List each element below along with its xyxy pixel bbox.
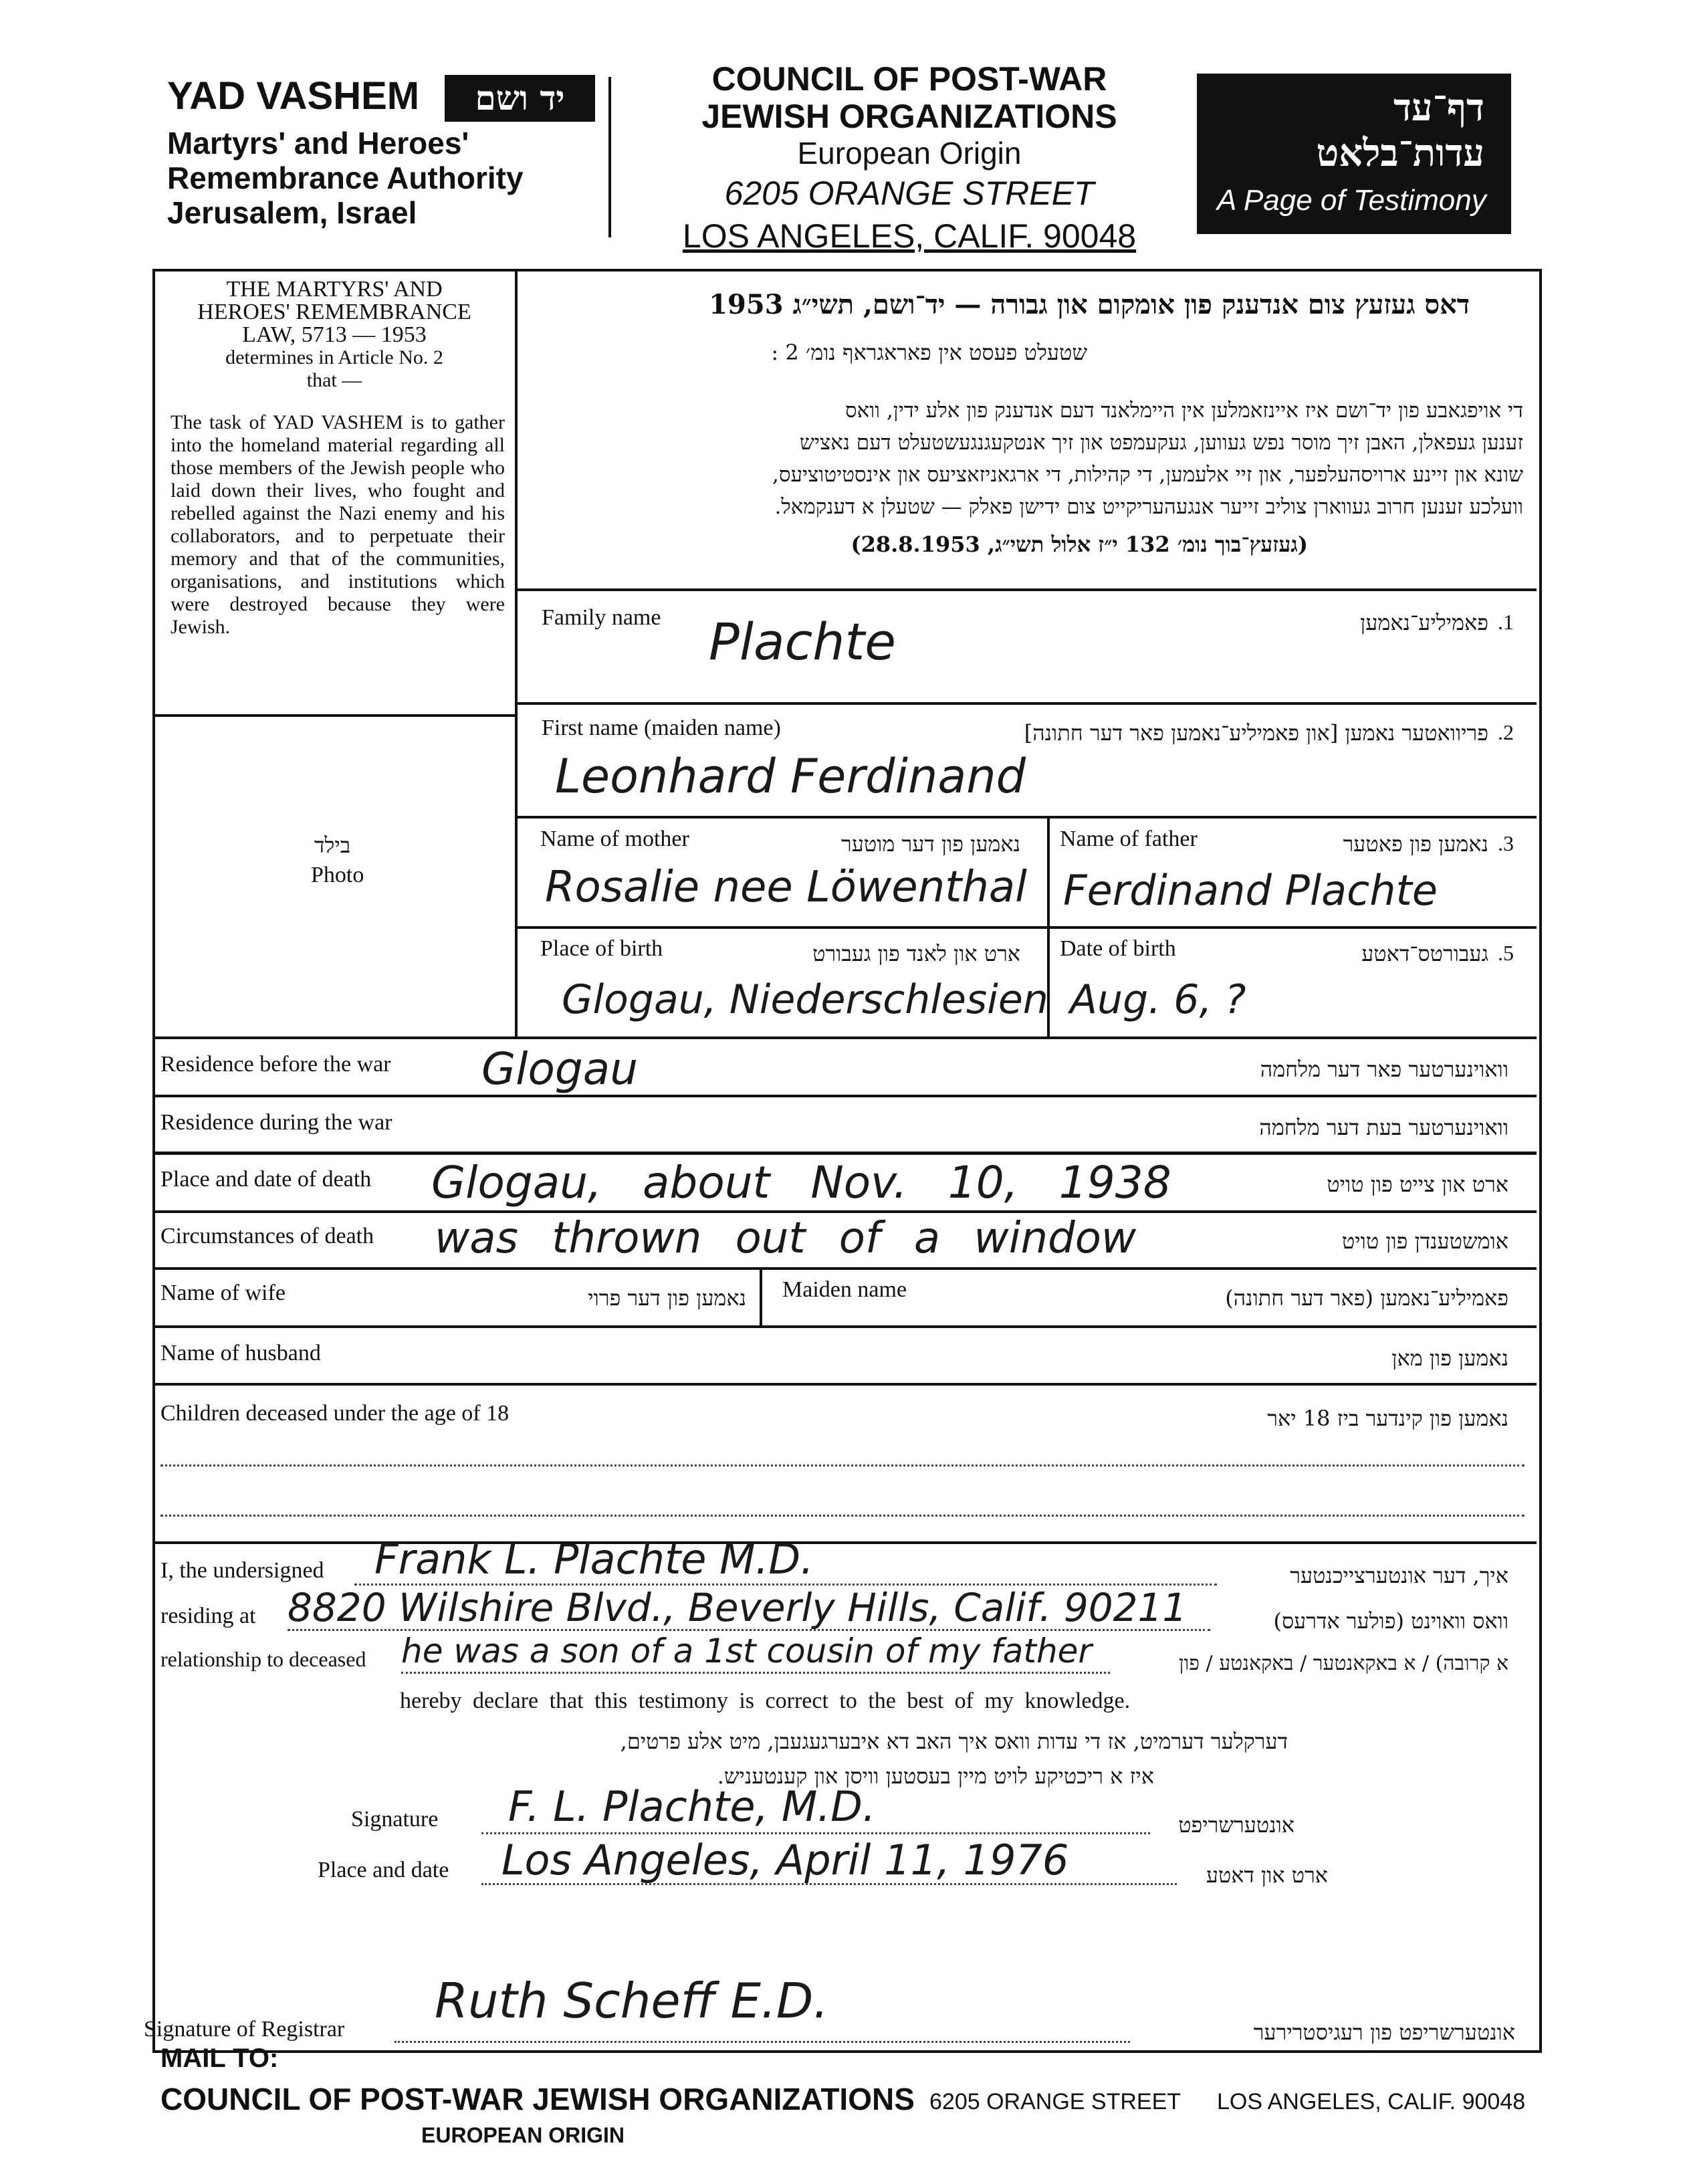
- family-name-value[interactable]: Plachte: [709, 612, 897, 671]
- yad-vashem-title: YAD VASHEM: [167, 74, 420, 118]
- undersigned-value[interactable]: Frank L. Plachte M.D.: [374, 1535, 814, 1584]
- first-name-num: .2: [1498, 720, 1514, 744]
- children-heb: נאמען פון קינדער ביז 18 יאר: [1267, 1406, 1508, 1431]
- dotted-line: [481, 1832, 1150, 1834]
- registrar-value[interactable]: Ruth Scheff E.D.: [435, 1973, 829, 2029]
- first-name-label: First name (maiden name): [542, 716, 781, 740]
- row-line: [152, 1383, 1537, 1386]
- hebrew-law-subtitle: שטעלט פעסט אין פאראגראף נומ׳ 2 :: [771, 340, 1087, 365]
- signature-heb: אונטערשריפט: [1178, 1812, 1294, 1838]
- yad-vashem-address: [167, 126, 524, 230]
- family-name-heb: פאמיליע־נאמען: [1360, 610, 1488, 635]
- law-title-1: THE MARTYRS' AND: [226, 277, 443, 302]
- mail-to-label: MAIL TO:: [160, 2044, 279, 2073]
- declaration-statement: hereby declare that this testimony is correct to the best of my knowledge.: [400, 1688, 1131, 1713]
- residence-before-value[interactable]: Glogau: [481, 1043, 639, 1095]
- law-box-title: [160, 278, 508, 392]
- father-num: .3: [1498, 831, 1514, 855]
- residing-heb: וואס וואוינט (פולער אדרעס): [1273, 1608, 1508, 1634]
- law-title-5: that —: [306, 369, 362, 391]
- row-line: [515, 816, 1537, 818]
- place-date-heb: ארט און דאטע: [1206, 1862, 1328, 1888]
- residing-label: residing at: [160, 1604, 256, 1628]
- law-title-2: HEROES' REMEMBRANCE: [197, 300, 471, 324]
- testimony-eng: A Page of Testimony: [1217, 184, 1486, 217]
- birth-date-label: Date of birth: [1060, 936, 1176, 961]
- address-line-3: Jerusalem, Israel: [167, 195, 417, 230]
- address-line-2: Remembrance Authority: [167, 160, 524, 195]
- maiden-heb: פאמיליע־נאמען (פאר דער חתונה): [1225, 1285, 1508, 1311]
- death-place-label: Place and date of death: [160, 1167, 372, 1192]
- family-name-label: Family name: [542, 605, 661, 630]
- place-date-value[interactable]: Los Angeles, April 11, 1976: [501, 1836, 1069, 1884]
- residing-value[interactable]: 8820 Wilshire Blvd., Beverly Hills, Calif. 90211: [288, 1585, 1188, 1630]
- hebrew-law-body-1: די אויפגאבע פון יד־ושם איז איינזאמלען אין היימלאנד דעם אנדענק פון אלע ידין, וואס: [845, 399, 1523, 423]
- law-box-bottom: [152, 714, 518, 717]
- death-place-heb: ארט און צייט פון טויט: [1327, 1172, 1508, 1197]
- father-heb: נאמען פון פאטער: [1343, 831, 1488, 857]
- father-label: Name of father: [1060, 827, 1198, 851]
- hebrew-law-body-3: שונא און זיינע ארויסהעלפער, און זיי אלעמען, די קהילות, די ארגאניזאציעס און אינסטיטוציעס,: [772, 463, 1523, 487]
- relationship-label: relationship to deceased: [160, 1647, 366, 1671]
- dotted-line: [395, 2041, 1130, 2043]
- undersigned-heb: איך, דער אונטערצייכנטער: [1290, 1563, 1508, 1588]
- testimony-heb-2: עדות־בלאט: [1316, 131, 1484, 175]
- law-box-body: The task of YAD VASHEM is to gather into the homeland material regarding all those members of the Jewish people who laid down their lives, who fought and rebelled against the Nazi enemy and his collaborators, and to perpetuate their memory and that of the communities, organisations, and institutions which were destroyed because they were Jewish.: [171, 411, 505, 638]
- hebrew-law-citation: (געזעץ־בוך נומ׳ 132 י״ז אלול תשי״ג, 28.8.1953): [851, 532, 1308, 557]
- place-date-label: Place and date: [318, 1858, 449, 1882]
- photo-label-heb: בילד: [314, 833, 351, 858]
- birth-place-label: Place of birth: [540, 936, 663, 961]
- footer-street: 6205 ORANGE STREET: [929, 2089, 1181, 2114]
- council-line-5: LOS ANGELES, CALIF. 90048: [682, 217, 1137, 255]
- council-header: [642, 60, 1177, 257]
- hebrew-law-body-2: זענען געפאלן, האבן זיך מוסר נפש געווען, געקעמפט און זיך אנטקעגנגעשטעלט דעם נאציש: [799, 431, 1523, 455]
- dotted-line: [401, 1672, 1110, 1674]
- row-line: [152, 1325, 1537, 1328]
- page-of-testimony-box: [1197, 74, 1511, 234]
- residence-during-heb: וואוינערטער בעת דער מלחמה: [1259, 1115, 1508, 1140]
- children-label: Children deceased under the age of 18: [160, 1401, 510, 1426]
- council-line-1: COUNCIL OF POST-WAR: [711, 60, 1107, 98]
- death-circ-label: Circumstances of death: [160, 1224, 374, 1248]
- birth-date-heb: געבורטס־דאטע: [1361, 941, 1488, 966]
- row-line: [152, 1036, 1537, 1039]
- council-line-4: 6205 ORANGE STREET: [724, 175, 1095, 212]
- mother-value[interactable]: Rosalie nee Löwenthal: [545, 863, 1027, 912]
- address-line-1: Martyrs' and Heroes': [167, 126, 469, 160]
- footer-sub: EUROPEAN ORIGIN: [421, 2123, 625, 2147]
- council-line-2: JEWISH ORGANIZATIONS: [701, 98, 1117, 135]
- registrar-heb: אונטערשריפט פון רעגיסטרירער: [1253, 2019, 1515, 2045]
- mother-label: Name of mother: [540, 827, 689, 851]
- residence-before-label: Residence before the war: [160, 1052, 391, 1077]
- signature-value[interactable]: F. L. Plachte, M.D.: [508, 1782, 876, 1831]
- relationship-value[interactable]: he was a son of a 1st cousin of my father: [401, 1632, 1092, 1670]
- row-line: [152, 1152, 1537, 1155]
- row-line: [152, 1267, 1537, 1270]
- hebrew-law-title: דאס געזעץ צום אנדענק פון אומקום און גבורה — יד־ושם, תשי״ג 1953: [709, 289, 1470, 320]
- declaration-heb-2: איז א ריכטיקע לויט מיין בעסטען וויסן און קענטעניש.: [717, 1763, 1154, 1789]
- row-line: [152, 1095, 1537, 1097]
- death-circ-value[interactable]: was thrown out of a window: [435, 1214, 1137, 1263]
- row-line: [515, 588, 1537, 591]
- children-dotted-line-2[interactable]: [160, 1515, 1525, 1517]
- law-title-4: determines in Article No. 2: [225, 346, 443, 368]
- law-title-3: LAW, 5713 — 1953: [242, 322, 427, 347]
- declaration-heb-1: דערקלער דערמיט, אז די עדות וואס איך האב דא איבערגעגעבן, מיט אלע פרטים,: [620, 1729, 1288, 1754]
- first-name-value[interactable]: Leonhard Ferdinand: [555, 749, 1026, 804]
- footer-city: LOS ANGELES, CALIF. 90048: [1217, 2089, 1526, 2114]
- yad-vashem-hebrew-logo: יד ושם: [445, 75, 595, 122]
- testimony-heb-1: דף־עד: [1393, 86, 1484, 130]
- left-column-divider: [515, 269, 518, 1038]
- mother-heb: נאמען פון דער מוטער: [841, 831, 1020, 857]
- family-name-num: .1: [1498, 610, 1514, 634]
- wife-label: Name of wife: [160, 1281, 286, 1305]
- hebrew-law-body-4: וועלכע זענען חרוב געווארן צוליב זייער אנגעהעריקייט צום ידישן פאלק — שטעלן א דענקמאל.: [774, 495, 1523, 519]
- council-line-3: European Origin: [797, 136, 1022, 171]
- death-place-value[interactable]: Glogau, about Nov. 10, 1938: [431, 1157, 1171, 1208]
- footer-org: COUNCIL OF POST-WAR JEWISH ORGANIZATIONS: [160, 2082, 915, 2116]
- husband-heb: נאמען פון מאן: [1391, 1345, 1508, 1371]
- first-name-heb: פריוואטער נאמען [און פאמיליע־נאמען פאר דער חתונה]: [1024, 720, 1488, 746]
- signature-label: Signature: [351, 1807, 439, 1832]
- hebrew-law-body: [772, 395, 1523, 523]
- row-line: [152, 1210, 1537, 1213]
- wife-heb: נאמען פון דער פרוי: [588, 1285, 746, 1311]
- father-value[interactable]: Ferdinand Plachte: [1063, 866, 1438, 915]
- row-line: [152, 1541, 1537, 1544]
- column-divider: [760, 1267, 762, 1326]
- residence-during-label: Residence during the war: [160, 1110, 392, 1135]
- row-line: [515, 926, 1537, 929]
- registrar-label: Signature of Registrar: [144, 2017, 345, 2042]
- birth-date-num: .5: [1498, 941, 1514, 965]
- husband-label: Name of husband: [160, 1341, 321, 1366]
- photo-label: Photo: [311, 863, 364, 887]
- children-dotted-line-1[interactable]: [160, 1464, 1525, 1466]
- maiden-label: Maiden name: [782, 1277, 907, 1302]
- undersigned-label: I, the undersigned: [160, 1558, 324, 1583]
- row-line: [515, 702, 1537, 705]
- header-divider: [608, 77, 611, 237]
- death-circ-heb: אומשטענדן פון טויט: [1341, 1228, 1508, 1254]
- relationship-heb: א קרובה) / א באקאנטער / באקאנטע / פון: [1178, 1652, 1508, 1675]
- birth-place-value[interactable]: Glogau, Niederschlesien: [562, 976, 1048, 1023]
- birth-date-value[interactable]: Aug. 6, ?: [1070, 976, 1246, 1023]
- residence-before-heb: וואוינערטער פאר דער מלחמה: [1260, 1057, 1508, 1082]
- birth-place-heb: ארט און לאנד פון געבורט: [812, 941, 1020, 966]
